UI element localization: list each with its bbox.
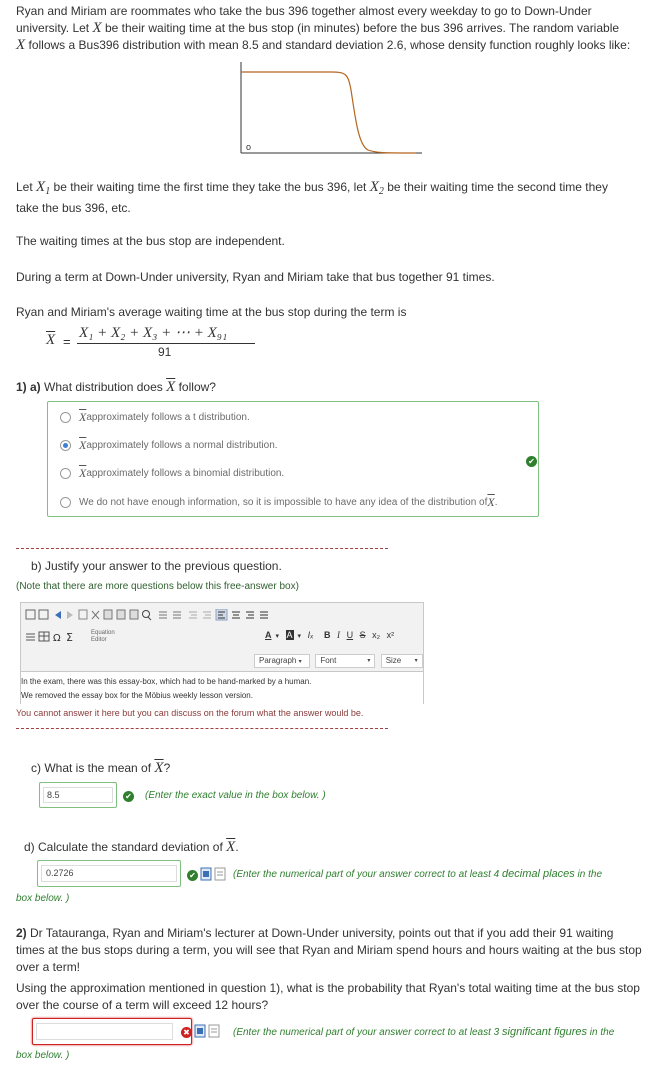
q2-hint: (Enter the numerical part of your answer correct to at least 3 significant figures in the xyxy=(233,1026,615,1038)
cross-icon: ✖ xyxy=(181,1027,192,1038)
align-center-icon xyxy=(232,612,240,618)
radio-selected-icon[interactable] xyxy=(60,440,71,451)
average-formula: $\overline{X}$ = X₁ + X₂ + X₃ + ⋯ + X₉₁ 91 xyxy=(46,324,266,364)
format-buttons: A ▾ A ▾ Iₓ B I U S x₂ x² xyxy=(265,630,395,640)
radio-icon[interactable] xyxy=(60,497,71,508)
underline-button[interactable]: U xyxy=(346,630,354,640)
q1c-answer-box xyxy=(39,782,117,808)
strikethrough-button[interactable]: S xyxy=(359,630,366,640)
bold-button[interactable]: B xyxy=(324,630,331,640)
intro-line-3: X follows a Bus396 distribution with mean 8.5 and standard deviation 2.6, whose density function roughly looks like: xyxy=(16,37,631,53)
sigma-icon: Σ xyxy=(66,631,73,643)
help-icon xyxy=(215,868,225,880)
formula-lhs: $\overline{X}$ xyxy=(46,332,56,348)
outdent-icon xyxy=(189,612,197,618)
independence-paragraph: The waiting times at the bus stop are independent. xyxy=(16,234,285,248)
option-not-enough-info[interactable]: We do not have enough information, so it is impossible to have any idea of the distribution of $\overline{X}$ . xyxy=(60,492,498,512)
formula-denominator: 91 xyxy=(158,345,172,359)
horizontal-rule-icon xyxy=(26,634,35,640)
q2-answer-box xyxy=(32,1018,192,1045)
q1b-prompt: b) Justify your answer to the previous question. xyxy=(31,559,282,573)
q1d-hint: (Enter the numerical part of your answer correct to at least 4 decimal places in the xyxy=(233,868,603,880)
help-icon xyxy=(209,1025,219,1037)
density-origin-label: o xyxy=(246,142,252,152)
rich-text-toolbar xyxy=(20,602,424,672)
superscript-button[interactable]: x² xyxy=(386,630,395,640)
term-paragraph: During a term at Down-Under university, Ryan and Miriam take that bus together 91 times. xyxy=(16,270,495,284)
q2-answer-input[interactable] xyxy=(36,1023,173,1040)
q1a-prompt: 1) a) What distribution does $\overline{X}$ follow? xyxy=(16,379,216,395)
option-normal-distribution[interactable]: $\overline{X}$ approximately follows a normal distribution. xyxy=(60,435,278,455)
average-paragraph: Ryan and Miriam's average waiting time at the bus stop during the term is xyxy=(16,305,407,319)
toolbar-icons-row-2[interactable] xyxy=(25,631,95,643)
indent-icon xyxy=(203,612,211,618)
intro-line-1: Ryan and Miriam are roommates who take the bus 396 together almost every weekday to go to Down-Under xyxy=(16,4,592,18)
paste-text-icon xyxy=(117,610,125,619)
align-justify-icon xyxy=(260,612,268,618)
q1d-answer-input[interactable]: 0.2726 xyxy=(41,865,177,882)
align-right-icon xyxy=(246,612,254,618)
template-icon xyxy=(39,610,48,619)
q1b-note: (Note that there are more questions below this free-answer box) xyxy=(16,581,299,592)
q2-hint-tail: box below. ) xyxy=(16,1050,70,1061)
redo-icon xyxy=(67,611,73,619)
section-divider-top xyxy=(16,548,388,549)
format-dropdowns xyxy=(254,652,423,668)
remove-format-button[interactable]: Iₓ xyxy=(307,630,314,640)
italic-button[interactable]: I xyxy=(337,630,341,640)
forum-note: You cannot answer it here but you can discuss on the forum what the answer would be. xyxy=(16,708,364,718)
paste-icon xyxy=(79,610,87,619)
paste-word-icon xyxy=(130,610,138,619)
q1c-prompt: c) What is the mean of $\overline{X}$? xyxy=(31,760,171,776)
subscript-button[interactable]: x₂ xyxy=(372,630,381,640)
source-icon xyxy=(26,610,35,619)
undo-icon xyxy=(55,611,61,619)
density-curve xyxy=(241,72,416,153)
check-icon: ✔ xyxy=(187,870,198,881)
find-icon xyxy=(143,611,150,618)
omega-icon: Ω xyxy=(53,633,61,643)
let-paragraph: Let $X_1$ be their waiting time the first time they take the bus 396, let $X_2$ be their waiting time the second time they take the bus 396, etc. xyxy=(16,179,608,215)
preview-icons xyxy=(200,867,228,881)
q1c-hint: (Enter the exact value in the box below. ) xyxy=(145,790,326,801)
q1d-prompt: d) Calculate the standard deviation of $\overline{X}$. xyxy=(24,839,239,855)
q1d-hint-tail: box below. ) xyxy=(16,893,70,904)
copy-icon xyxy=(104,610,112,619)
option-binomial-distribution[interactable]: $\overline{X}$ approximately follows a binomial distribution. xyxy=(60,463,284,483)
bullet-list-icon xyxy=(173,612,181,618)
font-dropdown[interactable]: Font ▾ xyxy=(315,654,375,668)
option-t-distribution[interactable]: $\overline{X}$ approximately follows a t distribution. xyxy=(60,407,250,427)
q1c-answer-input[interactable]: 8.5 xyxy=(43,787,113,803)
background-color-button[interactable]: A xyxy=(286,630,293,640)
density-plot xyxy=(236,60,426,160)
check-icon: ✔ xyxy=(123,791,134,802)
intro-line-2: university. Let X be their waiting time at the bus stop (in minutes) before the bus 396 arrives. The random variable xyxy=(16,20,620,36)
check-icon: ✔ xyxy=(526,456,537,467)
radio-icon[interactable] xyxy=(60,468,71,479)
intro-paragraph xyxy=(16,3,656,54)
numbered-list-icon xyxy=(159,612,167,618)
q1a-options-box xyxy=(47,401,539,517)
formula-numerator: X₁ + X₂ + X₃ + ⋯ + X₉₁ xyxy=(79,325,228,341)
toolbar-icons-row-1[interactable] xyxy=(25,609,345,621)
paragraph-dropdown[interactable]: Paragraph ▾ xyxy=(254,654,310,668)
q1d-answer-box xyxy=(37,860,181,887)
text-color-button[interactable]: A xyxy=(265,630,272,640)
cut-icon xyxy=(92,611,99,619)
equation-editor-button[interactable]: Equation Editor xyxy=(91,630,115,643)
preview-icons xyxy=(194,1024,222,1038)
size-dropdown[interactable]: Size ▾ xyxy=(381,654,423,668)
q2-prompt: 2) Dr Tatauranga, Ryan and Miriam's lecturer at Down-Under university, points out that if you add their 91 waiting times at the bus stops during a term, you will see that Ryan and Miriam spend hours and hours waiting at the bus stop over a term! Using the approximation mentioned in question 1), what is the probability that Ryan's total waiting time at the bus stop over the course of a term will exceed 12 hours? xyxy=(16,926,642,1012)
section-divider-bottom xyxy=(16,728,388,729)
essay-content-area[interactable]: In the exam, there was this essay-box, which had to be hand-marked by a human. We removed the essay box for the Möbius weekly lesson version. xyxy=(20,672,424,704)
radio-icon[interactable] xyxy=(60,412,71,423)
